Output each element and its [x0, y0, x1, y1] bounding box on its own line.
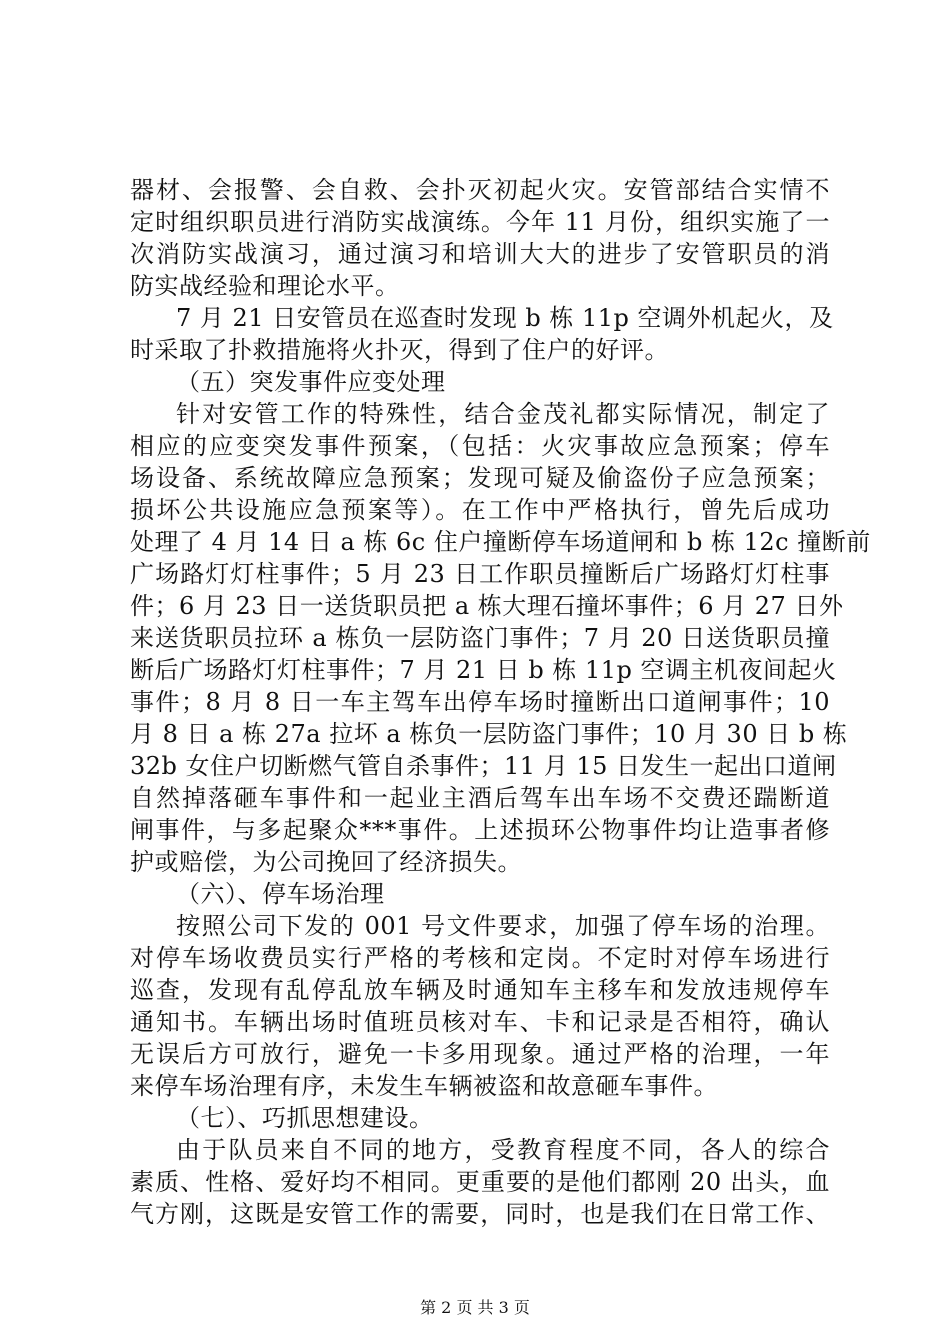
document-body [130, 174, 871, 1230]
text-line: 素质、性格、爱好均不相同。更重要的是他们都刚 20 出头，血 [130, 1168, 830, 1196]
text-line: 月 8 日 a 栋 27a 拉坏 a 栋负一层防盗门事件；10 月 30 日 b 栋 [130, 720, 848, 748]
text-line: 按照公司下发的 001 号文件要求，加强了停车场的治理。 [176, 912, 830, 940]
text-line: 来停车场治理有序，未发生车辆被盗和故意砸车事件。 [130, 1072, 718, 1100]
text-line: 32b 女住户切断燃气管自杀事件；11 月 15 日发生一起出口道闸 [130, 752, 837, 780]
text-line: 处理了 4 月 14 日 a 栋 6c 住户撞断停车场道闸和 b 栋 12c 撞断前 [130, 528, 871, 556]
text-line: 断后广场路灯灯柱事件；7 月 21 日 b 栋 11p 空调主机夜间起火 [130, 656, 837, 684]
text-line: 事件；8 月 8 日一车主驾车出停车场时撞断出口道闸事件；10 [130, 688, 830, 716]
text-line: 时采取了扑救措施将火扑灭，得到了住户的好评。 [130, 336, 669, 364]
text-line: 巡查，发现有乱停乱放车辆及时通知车主移车和发放违规停车 [130, 976, 830, 1004]
text-line: 器材、会报警、会自救、会扑灭初起火灾。安管部结合实情不 [130, 176, 830, 204]
text-line: 件；6 月 23 日一送货职员把 a 栋大理石撞坏事件；6 月 27 日外 [130, 592, 844, 620]
text-line: 定时组织职员进行消防实战演练。今年 11 月份，组织实施了一 [130, 208, 830, 236]
text-line: 闸事件，与多起聚众***事件。上述损环公物事件均让造事者修 [130, 816, 830, 844]
text-line: 对停车场收费员实行严格的考核和定岗。不定时对停车场进行 [130, 944, 830, 972]
text-line: 自然掉落砸车事件和一起业主酒后驾车出车场不交费还踹断道 [130, 784, 830, 812]
text-line: 来送货职员拉环 a 栋负一层防盗门事件；7 月 20 日送货职员撞 [130, 624, 830, 652]
text-line: 相应的应变突发事件预案，（包括：火灾事故应急预案；停车 [130, 432, 830, 460]
text-line: 防实战经验和理论水平。 [130, 272, 400, 300]
text-line: 损坏公共设施应急预案等）。在工作中严格执行，曾先后成功 [130, 496, 830, 524]
text-line: 由于队员来自不同的地方，受教育程度不同，各人的综合 [176, 1136, 830, 1164]
text-line: 通知书。车辆出场时值班员核对车、卡和记录是否相符，确认 [130, 1008, 830, 1036]
text-line: 护或赔偿，为公司挽回了经济损失。 [130, 848, 522, 876]
text-line: 无误后方可放行，避免一卡多用现象。通过严格的治理，一年 [130, 1040, 830, 1068]
text-line: （六）、停车场治理 [176, 880, 385, 908]
text-line: （七）、巧抓思想建设。 [176, 1104, 434, 1132]
text-line: 气方刚，这既是安管工作的需要，同时，也是我们在日常工作、 [130, 1200, 830, 1228]
text-line: （五）突发事件应变处理 [176, 368, 446, 396]
text-line: 针对安管工作的特殊性，结合金茂礼都实际情况，制定了 [176, 400, 830, 428]
page-footer: 第 2 页 共 3 页 [420, 1298, 530, 1317]
text-line: 广场路灯灯柱事件；5 月 23 日工作职员撞断后广场路灯灯柱事 [130, 560, 830, 588]
text-line: 次消防实战演习，通过演习和培训大大的进步了安管职员的消 [130, 240, 830, 268]
text-line: 7 月 21 日安管员在巡查时发现 b 栋 11p 空调外机起火，及 [176, 304, 834, 332]
text-line: 场设备、系统故障应急预案；发现可疑及偷盗份子应急预案； [130, 464, 830, 492]
